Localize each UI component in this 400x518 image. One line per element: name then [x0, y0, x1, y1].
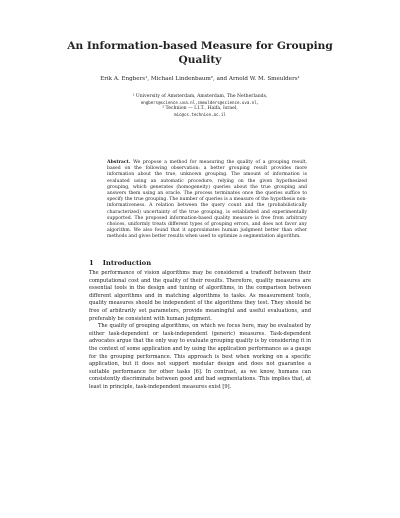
- abstract: [107, 160, 307, 241]
- paragraph-1: The performance of vision algorithms may be considered a tradeoff between their computational cost and the quality of their results. Therefore, quality measures are essential tools in the design and tuning of algorithms, in the comparison between different algorithms and in matching algorithms to tasks. As measurement tools, quality measures should be independent of the algorithms they test. They should be free of arbitrarily set parameters, provide meaningful and useful evaluations, and preferably be consistent with human judgment.: [89, 270, 311, 322]
- abstract-text: We propose a method for measuring the quality of a grouping result, based on the following observation: a better grouping result provides more information about the true, unknown grouping. The amount of information is evaluated using an automatic procedure, relying on the given hypothesized grouping, which generates (homogeneity) queries about the true grouping and answers them using an oracle. The process terminates once the queries suffice to specify the true grouping. The number of queries is a measure of the hypothesis non-informativeness. A relation between the query count and the (probabilistically characterized) uncertainty of the true grouping, is established and experimentally supported. The proposed information-based quality measure is free from arbitrary choices, uniformly treats different types of grouping errors, and does not favor any algorithm. We also found that it approximates human judgment better than other methods and gives better results when used to optimize a segmentation algorithm.: [107, 160, 307, 240]
- section-body: [89, 270, 311, 392]
- paragraph-2: The quality of grouping algorithms, on which we focus here, may be evaluated by either task-dependent or task-independent (generic) measures. Task-dependent advocates argue that the only way to evaluate grouping quality is by considering it in the context of some application and by using the application performance as a gauge for the grouping performance. This approach is best when working on a specific application, but it does not support modular design and does not guarantee a suitable performance for other tasks [6]. In contrast, as we know, humans can consistently discriminate between good and bad segmentations. This implies that, at least in principle, task-independent measures exist [9].: [89, 323, 311, 390]
- affiliation-2: ² Technion — I.I.T., Haifa, Israel,: [162, 106, 238, 111]
- section-number: 1: [89, 259, 94, 267]
- affiliation-1-email: engbers@science.uva.nl,smeulders@science.uva.nl,: [140, 100, 260, 105]
- section-title: Introduction: [102, 259, 152, 267]
- abstract-label: Abstract.: [107, 160, 131, 165]
- author-list: Erik A. Engbers¹, Michael Lindenbaum², and Arnold W. M. Smeulders¹: [100, 76, 300, 82]
- affiliation-2-email: mic@cs.technion.ac.il: [174, 112, 226, 117]
- paper-title: An Information-based Measure for Grouping Quality: [67, 40, 333, 66]
- section-heading: [89, 259, 160, 267]
- affiliation-1: ¹ University of Amsterdam, Amsterdam, The Netherlands,: [132, 94, 268, 99]
- affiliations: [80, 94, 320, 118]
